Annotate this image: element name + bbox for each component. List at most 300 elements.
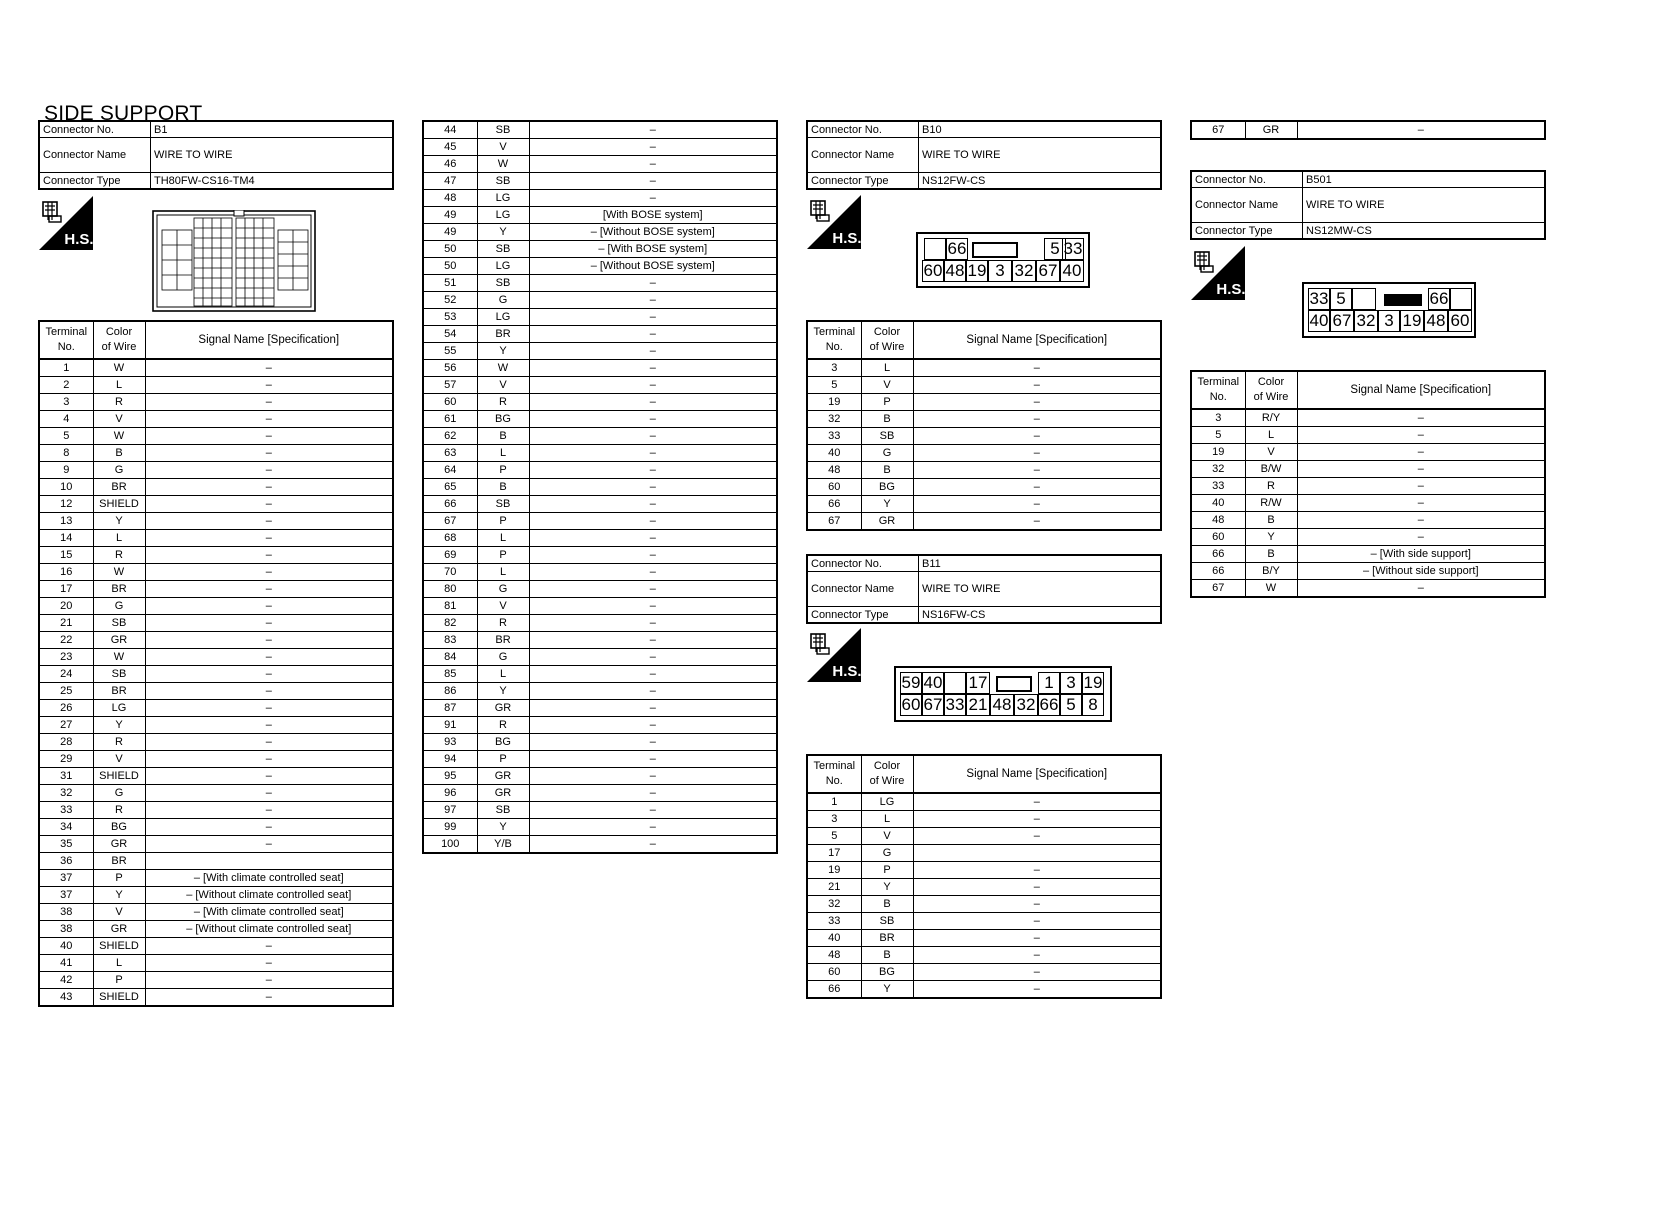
table-row xyxy=(807,793,1161,811)
table-row xyxy=(423,547,777,564)
hs-badge-label: H.S. xyxy=(64,231,93,248)
signal-name-cell: – xyxy=(145,751,393,768)
terminal-no-cell: 68 xyxy=(423,530,477,547)
signal-name-cell: – xyxy=(529,292,777,309)
signal-name-cell: – xyxy=(913,879,1161,896)
page-title: SIDE SUPPORT xyxy=(44,102,203,125)
pin-cell: 33 xyxy=(945,695,965,714)
terminal-no-cell: 87 xyxy=(423,700,477,717)
signal-name-cell: – xyxy=(145,615,393,632)
signal-name-cell: – xyxy=(913,862,1161,879)
signal-name-cell: – [With side support] xyxy=(1297,546,1545,563)
terminal-no-cell: 60 xyxy=(807,479,861,496)
terminal-no-cell: 95 xyxy=(423,768,477,785)
table-row xyxy=(423,394,777,411)
table-row xyxy=(39,734,393,751)
table-row xyxy=(807,964,1161,981)
table-row xyxy=(423,819,777,836)
signal-name-cell: – xyxy=(529,428,777,445)
table-row xyxy=(807,359,1161,377)
signal-name-cell: – [Without BOSE system] xyxy=(529,224,777,241)
pin-cell: 32 xyxy=(1012,260,1036,282)
terminal-no-cell: 24 xyxy=(39,666,93,683)
wire-color-cell: Y xyxy=(477,819,529,836)
signal-name-cell: – xyxy=(529,666,777,683)
wire-color-cell: G xyxy=(861,445,913,462)
signal-name-cell: – xyxy=(913,828,1161,845)
table-row xyxy=(423,785,777,802)
signal-name-cell: – xyxy=(145,564,393,581)
terminal-no-cell: 27 xyxy=(39,717,93,734)
signal-name-cell: – xyxy=(145,989,393,1007)
signal-name-cell: – xyxy=(529,173,777,190)
terminal-no-cell: 99 xyxy=(423,819,477,836)
table-row xyxy=(39,564,393,581)
connector-b10 xyxy=(806,120,1162,190)
connector-name-label: Connector Name xyxy=(807,138,919,173)
terminal-no-header: Terminal No. xyxy=(39,321,93,359)
table-row xyxy=(423,496,777,513)
connector-no-value: B1 xyxy=(151,121,394,138)
signal-name-cell: – xyxy=(529,479,777,496)
b501-connector-face xyxy=(1302,282,1476,338)
signal-name-cell: – xyxy=(529,530,777,547)
terminal-no-cell: 66 xyxy=(807,981,861,999)
terminal-no-cell: 53 xyxy=(423,309,477,326)
wire-color-cell: Y xyxy=(861,981,913,999)
table-row xyxy=(423,207,777,224)
terminal-no-cell: 50 xyxy=(423,241,477,258)
pin-cell: 32 xyxy=(1014,694,1038,716)
terminal-no-cell: 60 xyxy=(807,964,861,981)
connector-b501 xyxy=(1190,170,1546,240)
signal-name-cell: – xyxy=(529,564,777,581)
terminal-no-cell: 26 xyxy=(39,700,93,717)
signal-name-cell xyxy=(145,853,393,870)
terminal-no-cell: 33 xyxy=(1191,478,1245,495)
terminal-no-cell: 32 xyxy=(807,896,861,913)
terminal-no-cell: 66 xyxy=(1191,563,1245,580)
signal-name-cell: – xyxy=(529,513,777,530)
signal-name-cell: – xyxy=(145,479,393,496)
terminal-no-cell: 67 xyxy=(423,513,477,530)
signal-name-cell: – xyxy=(913,462,1161,479)
terminal-no-cell: 14 xyxy=(39,530,93,547)
table-row xyxy=(423,462,777,479)
table-row xyxy=(807,947,1161,964)
terminal-no-cell: 66 xyxy=(423,496,477,513)
table-row xyxy=(807,879,1161,896)
table-row xyxy=(423,734,777,751)
terminal-no-header: Terminal No. xyxy=(807,321,861,359)
terminal-no-cell: 56 xyxy=(423,360,477,377)
connector-type-value: NS12FW-CS xyxy=(919,173,1162,190)
wire-color-cell: B/Y xyxy=(1245,563,1297,580)
pin-cell: 21 xyxy=(966,694,990,716)
signal-name-cell: – xyxy=(1297,529,1545,546)
wire-color-cell: B xyxy=(1245,512,1297,529)
wire-color-cell: SB xyxy=(477,275,529,292)
table-row xyxy=(807,445,1161,462)
terminal-no-cell: 54 xyxy=(423,326,477,343)
pin-cell: 40 xyxy=(1060,260,1084,282)
signal-name-cell: – xyxy=(913,964,1161,981)
wire-color-cell: SB xyxy=(93,615,145,632)
signal-name-cell: – xyxy=(145,819,393,836)
wire-color-cell: L xyxy=(1245,427,1297,444)
connector-type-value: NS16FW-CS xyxy=(919,607,1162,624)
terminal-no-cell: 63 xyxy=(423,445,477,462)
signal-name-cell: – xyxy=(145,836,393,853)
wire-color-cell: Y/B xyxy=(477,836,529,854)
wire-color-cell: B xyxy=(1245,546,1297,563)
table-row xyxy=(39,853,393,870)
signal-name-cell: – xyxy=(529,700,777,717)
table-row xyxy=(39,445,393,462)
table-row xyxy=(423,241,777,258)
terminal-no-cell: 45 xyxy=(423,139,477,156)
terminal-no-cell: 13 xyxy=(39,513,93,530)
table-row xyxy=(423,224,777,241)
connector-type-value: NS12MW-CS xyxy=(1303,223,1546,240)
signal-name-cell: – xyxy=(529,802,777,819)
wire-color-cell: L xyxy=(477,530,529,547)
terminal-no-cell: 1 xyxy=(807,793,861,811)
signal-name-cell: – xyxy=(529,649,777,666)
terminal-no-cell: 4 xyxy=(39,411,93,428)
wire-color-cell: L xyxy=(477,564,529,581)
pin-cell: 60 xyxy=(923,261,943,280)
terminal-no-cell: 97 xyxy=(423,802,477,819)
table-row xyxy=(39,615,393,632)
table-row xyxy=(807,811,1161,828)
terminal-no-cell: 31 xyxy=(39,768,93,785)
wire-color-cell: Y xyxy=(477,224,529,241)
pin-cell: 40 xyxy=(923,673,943,692)
terminal-no-cell: 37 xyxy=(39,870,93,887)
table-row xyxy=(423,717,777,734)
wire-color-cell: V xyxy=(477,598,529,615)
wire-color-cell: BR xyxy=(861,930,913,947)
table-row xyxy=(39,479,393,496)
latch-slot xyxy=(972,242,1018,258)
wire-color-cell: R/Y xyxy=(1245,409,1297,427)
wire-color-cell: B xyxy=(861,896,913,913)
signal-name-cell: – xyxy=(913,359,1161,377)
terminal-no-cell: 9 xyxy=(39,462,93,479)
table-row xyxy=(39,411,393,428)
terminal-no-cell: 48 xyxy=(807,947,861,964)
wire-color-cell: BR xyxy=(477,632,529,649)
b1-terminal-table-continued xyxy=(422,120,778,854)
terminal-no-cell: 52 xyxy=(423,292,477,309)
table-row xyxy=(807,862,1161,879)
terminal-no-cell: 34 xyxy=(39,819,93,836)
signal-name-cell: – xyxy=(145,972,393,989)
connector-type-label: Connector Type xyxy=(39,173,151,190)
table-row xyxy=(39,802,393,819)
terminal-no-cell: 5 xyxy=(1191,427,1245,444)
signal-name-cell: – xyxy=(529,156,777,173)
signal-name-cell: – xyxy=(913,793,1161,811)
wire-color-cell: B xyxy=(861,462,913,479)
signal-name-cell: – xyxy=(529,785,777,802)
table-row xyxy=(423,275,777,292)
connector-name-value: WIRE TO WIRE xyxy=(919,572,1162,607)
terminal-no-cell: 94 xyxy=(423,751,477,768)
terminal-no-cell: 100 xyxy=(423,836,477,854)
wire-color-cell: W xyxy=(1245,580,1297,598)
signal-name-cell: – xyxy=(145,377,393,394)
terminal-no-cell: 40 xyxy=(1191,495,1245,512)
wire-color-cell: W xyxy=(93,359,145,377)
wire-color-cell: SB xyxy=(477,173,529,190)
table-row xyxy=(807,981,1161,999)
terminal-no-cell: 2 xyxy=(39,377,93,394)
b501-terminal-table xyxy=(1190,370,1546,598)
signal-name-cell: – xyxy=(529,343,777,360)
wire-color-cell: LG xyxy=(93,700,145,717)
wire-color-cell: GR xyxy=(93,632,145,649)
wire-color-cell: BG xyxy=(93,819,145,836)
wire-color-cell: LG xyxy=(477,207,529,224)
terminal-no-cell: 21 xyxy=(39,615,93,632)
wire-color-cell: GR xyxy=(861,513,913,531)
terminal-no-cell: 17 xyxy=(807,845,861,862)
signal-name-cell: – xyxy=(1297,444,1545,461)
connector-name-value: WIRE TO WIRE xyxy=(919,138,1162,173)
signal-name-cell: – xyxy=(913,411,1161,428)
terminal-no-cell: 32 xyxy=(39,785,93,802)
signal-name-cell: – xyxy=(145,513,393,530)
terminal-no-cell: 33 xyxy=(807,428,861,445)
table-row xyxy=(39,836,393,853)
signal-name-cell: – xyxy=(1297,409,1545,427)
wire-color-cell: V xyxy=(93,904,145,921)
table-row xyxy=(423,581,777,598)
terminal-no-cell: 50 xyxy=(423,258,477,275)
table-row xyxy=(1191,580,1545,598)
terminal-no-cell: 40 xyxy=(807,930,861,947)
table-row xyxy=(1191,121,1545,139)
table-row xyxy=(39,632,393,649)
table-row xyxy=(423,513,777,530)
wire-color-cell: P xyxy=(93,972,145,989)
terminal-no-cell: 48 xyxy=(807,462,861,479)
table-row xyxy=(1191,512,1545,529)
table-row xyxy=(423,802,777,819)
table-row xyxy=(423,530,777,547)
signal-name-cell: – xyxy=(145,734,393,751)
wire-color-cell: P xyxy=(477,513,529,530)
table-row xyxy=(39,377,393,394)
wire-color-cell: Y xyxy=(1245,529,1297,546)
wire-color-cell: BG xyxy=(861,479,913,496)
signal-name-cell: – xyxy=(529,683,777,700)
terminal-no-cell: 35 xyxy=(39,836,93,853)
table-row xyxy=(423,836,777,854)
signal-name-cell: – xyxy=(145,785,393,802)
terminal-no-cell: 3 xyxy=(807,811,861,828)
connector-no-label: Connector No. xyxy=(807,121,919,138)
harness-side-icon xyxy=(807,195,861,249)
harness-side-icon xyxy=(807,628,861,682)
harness-side-icon xyxy=(39,196,93,250)
wire-color-cell: R/W xyxy=(1245,495,1297,512)
table-row xyxy=(1191,409,1545,427)
table-row xyxy=(423,411,777,428)
wire-color-cell: B/W xyxy=(1245,461,1297,478)
table-row xyxy=(39,989,393,1007)
table-row xyxy=(807,462,1161,479)
table-row xyxy=(423,615,777,632)
terminal-no-cell: 20 xyxy=(39,598,93,615)
terminal-no-cell: 12 xyxy=(39,496,93,513)
signal-name-cell: – [With climate controlled seat] xyxy=(145,904,393,921)
wire-color-cell: B xyxy=(861,947,913,964)
wire-color-cell: SB xyxy=(477,121,529,139)
signal-name-cell: – xyxy=(913,811,1161,828)
signal-name-cell: – xyxy=(529,462,777,479)
latch-slot xyxy=(1384,294,1422,306)
wire-color-cell: B xyxy=(477,428,529,445)
wire-color-cell: Y xyxy=(93,717,145,734)
terminal-no-cell: 49 xyxy=(423,207,477,224)
terminal-no-cell: 81 xyxy=(423,598,477,615)
connector-name-label: Connector Name xyxy=(39,138,151,173)
signal-header: Signal Name [Specification] xyxy=(1297,371,1545,409)
table-row xyxy=(1191,563,1545,580)
terminal-no-cell: 5 xyxy=(807,377,861,394)
hs-badge-b11 xyxy=(807,628,861,687)
table-row xyxy=(423,309,777,326)
pin-cell: 19 xyxy=(1400,310,1424,332)
signal-name-cell: – xyxy=(913,513,1161,531)
wire-color-cell: Y xyxy=(477,683,529,700)
wire-color-cell: L xyxy=(477,666,529,683)
terminal-no-cell: 65 xyxy=(423,479,477,496)
table-row xyxy=(39,819,393,836)
signal-name-cell: – xyxy=(529,632,777,649)
b1-connector-face xyxy=(152,210,316,319)
table-row xyxy=(39,921,393,938)
wire-color-cell: V xyxy=(861,828,913,845)
table-row xyxy=(807,896,1161,913)
table-row xyxy=(807,377,1161,394)
connector-type-value: TH80FW-CS16-TM4 xyxy=(151,173,394,190)
signal-name-cell: – xyxy=(145,683,393,700)
signal-name-cell xyxy=(913,845,1161,862)
signal-name-cell: – xyxy=(529,751,777,768)
wire-color-cell: LG xyxy=(477,190,529,207)
wire-color-cell: Y xyxy=(861,879,913,896)
terminal-no-cell: 47 xyxy=(423,173,477,190)
hs-badge-b10 xyxy=(807,195,861,254)
table-row xyxy=(39,428,393,445)
terminal-no-header: Terminal No. xyxy=(1191,371,1245,409)
pin-cell: 17 xyxy=(966,672,990,694)
terminal-no-cell: 61 xyxy=(423,411,477,428)
terminal-no-cell: 5 xyxy=(39,428,93,445)
b11-connector-face xyxy=(894,666,1112,722)
table-row xyxy=(39,359,393,377)
wire-color-cell: R xyxy=(93,394,145,411)
wire-color-cell: Y xyxy=(477,343,529,360)
terminal-no-cell: 23 xyxy=(39,649,93,666)
connector-b1 xyxy=(38,120,394,190)
wire-color-cell: G xyxy=(93,785,145,802)
pin-cell: 60 xyxy=(1448,310,1472,332)
wire-color-cell: V xyxy=(861,377,913,394)
pin-cell: 66 xyxy=(1039,695,1059,714)
wire-color-cell: V xyxy=(477,139,529,156)
connector-name-label: Connector Name xyxy=(1191,188,1303,223)
terminal-no-cell: 66 xyxy=(807,496,861,513)
terminal-no-cell: 21 xyxy=(807,879,861,896)
wire-color-cell: LG xyxy=(477,258,529,275)
table-row xyxy=(423,156,777,173)
wire-color-cell: SHIELD xyxy=(93,938,145,955)
table-row xyxy=(39,768,393,785)
terminal-no-cell: 83 xyxy=(423,632,477,649)
signal-name-cell: – xyxy=(145,666,393,683)
wire-color-cell: GR xyxy=(93,921,145,938)
signal-name-cell: – xyxy=(529,496,777,513)
table-row xyxy=(423,190,777,207)
terminal-no-cell: 80 xyxy=(423,581,477,598)
pin-cell xyxy=(1450,288,1472,310)
signal-name-cell: – xyxy=(145,938,393,955)
pin-cell: 33 xyxy=(1309,289,1329,308)
terminal-no-cell: 19 xyxy=(807,394,861,411)
connector-b11 xyxy=(806,554,1162,624)
wire-color-cell: G xyxy=(93,462,145,479)
signal-name-cell: – xyxy=(913,981,1161,999)
terminal-no-cell: 66 xyxy=(1191,546,1245,563)
connector-b1-info xyxy=(38,120,394,190)
signal-name-cell: – xyxy=(1297,478,1545,495)
pin-cell: 8 xyxy=(1082,694,1104,716)
signal-name-cell: – xyxy=(145,717,393,734)
pin-cell: 66 xyxy=(1429,289,1449,308)
terminal-no-cell: 67 xyxy=(1191,121,1245,139)
terminal-no-cell: 3 xyxy=(39,394,93,411)
pin-cell: 66 xyxy=(947,239,967,258)
terminal-no-cell: 49 xyxy=(423,224,477,241)
wire-color-cell: W xyxy=(477,360,529,377)
signal-name-cell: – xyxy=(913,947,1161,964)
connector-type-label: Connector Type xyxy=(807,173,919,190)
table-row xyxy=(423,173,777,190)
wire-color-cell: R xyxy=(477,717,529,734)
pin-cell: 19 xyxy=(1083,673,1103,692)
connector-no-value: B10 xyxy=(919,121,1162,138)
table-row xyxy=(423,632,777,649)
terminal-no-cell: 38 xyxy=(39,921,93,938)
signal-name-cell: – xyxy=(529,377,777,394)
wire-color-cell: L xyxy=(93,377,145,394)
wire-color-cell: W xyxy=(93,564,145,581)
wire-color-cell: GR xyxy=(93,836,145,853)
table-row xyxy=(39,717,393,734)
signal-name-cell: – xyxy=(913,445,1161,462)
table-row xyxy=(39,870,393,887)
hs-badge-label: H.S. xyxy=(1216,281,1245,298)
terminal-no-cell: 22 xyxy=(39,632,93,649)
table-row xyxy=(807,845,1161,862)
connector-no-value: B11 xyxy=(919,555,1162,572)
signal-name-cell: – xyxy=(529,734,777,751)
